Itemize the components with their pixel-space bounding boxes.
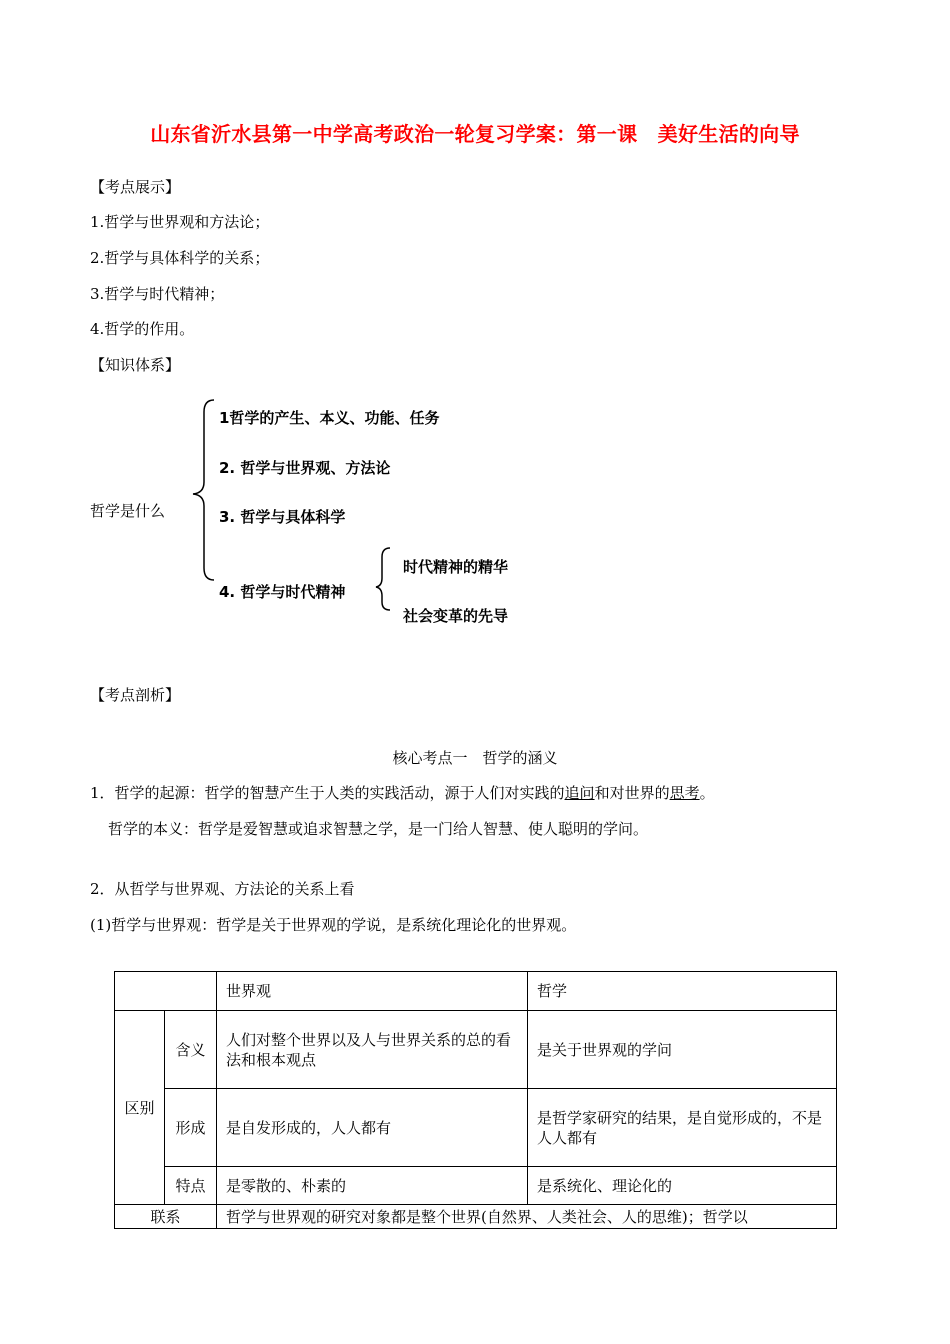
- table-header-cell: 世界观: [217, 972, 528, 1011]
- brace-main: [193, 400, 214, 580]
- table-cell: 是关于世界观的学问: [528, 1011, 837, 1089]
- exam-point-item: 1.哲学与世界观和方法论；: [90, 213, 270, 231]
- underlined-term: 追问: [564, 784, 595, 802]
- table-row: [115, 1205, 837, 1229]
- paragraph-worldview: (1)哲学与世界观：哲学是关于世界观的学说，是系统化理论化的世界观。: [90, 916, 577, 934]
- table-header-row: [115, 972, 837, 1011]
- row-label: 含义: [165, 1011, 217, 1089]
- exam-point-item: 3.哲学与时代精神；: [90, 285, 225, 303]
- row-label: 特点: [165, 1167, 217, 1205]
- row-label: 形成: [165, 1089, 217, 1167]
- core-point-title: 核心考点一 哲学的涵义: [392, 749, 558, 767]
- paragraph-text: 和对世界的: [594, 784, 670, 802]
- diagram-branch: 2. 哲学与世界观、方法论: [219, 459, 391, 477]
- diagram-branch: 4. 哲学与时代精神: [219, 583, 346, 601]
- table-header-cell: 哲学: [528, 972, 837, 1011]
- brace-sub: [376, 548, 390, 610]
- table-cell: 是哲学家研究的结果，是自觉形成的，不是人人都有: [528, 1089, 837, 1167]
- document-title: 山东省沂水县第一中学高考政治一轮复习学案：第一课 美好生活的向导: [150, 122, 800, 146]
- diagram-branch: 3. 哲学与具体科学: [219, 508, 346, 526]
- diagram-sub-branch: 社会变革的先导: [403, 607, 509, 625]
- paragraph-origin: [90, 782, 715, 803]
- table-row: [115, 1011, 837, 1089]
- diagram-sub-branch: 时代精神的精华: [403, 558, 509, 576]
- table-row: [115, 1167, 837, 1205]
- table-cell: 人们对整个世界以及人与世界关系的总的看法和根本观点: [217, 1011, 528, 1089]
- exam-point-item: 2.哲学与具体科学的关系；: [90, 249, 270, 267]
- paragraph-text: 。: [699, 784, 715, 802]
- diagram-branch: 1哲学的产生、本义、功能、任务: [219, 409, 440, 427]
- row-label: 联系: [115, 1205, 217, 1229]
- underlined-term: 思考: [669, 784, 700, 802]
- table-cell: 是系统化、理论化的: [528, 1167, 837, 1205]
- section-heading-knowledge-system: 【知识体系】: [90, 356, 181, 374]
- table-header-cell: [115, 972, 217, 1011]
- table-cell: 是自发形成的，人人都有: [217, 1089, 528, 1167]
- comparison-table: [114, 971, 837, 1229]
- section-heading-exam-points: 【考点展示】: [90, 178, 181, 196]
- section-heading-analysis: 【考点剖析】: [90, 686, 181, 704]
- table-row: [115, 1089, 837, 1167]
- row-group-label: 区别: [115, 1011, 165, 1205]
- table-cell: 哲学与世界观的研究对象都是整个世界(自然界、人类社会、人的思维)；哲学以: [217, 1205, 837, 1229]
- exam-point-item: 4.哲学的作用。: [90, 320, 195, 338]
- paragraph-meaning: 哲学的本义：哲学是爱智慧或追求智慧之学，是一门给人智慧、使人聪明的学问。: [108, 820, 649, 838]
- diagram-root: 哲学是什么: [90, 502, 166, 520]
- paragraph-relation: 2．从哲学与世界观、方法论的关系上看: [90, 880, 355, 898]
- table-cell: 是零散的、朴素的: [217, 1167, 528, 1205]
- paragraph-text: 1．哲学的起源：哲学的智慧产生于人类的实践活动，源于人们对实践的: [90, 784, 565, 802]
